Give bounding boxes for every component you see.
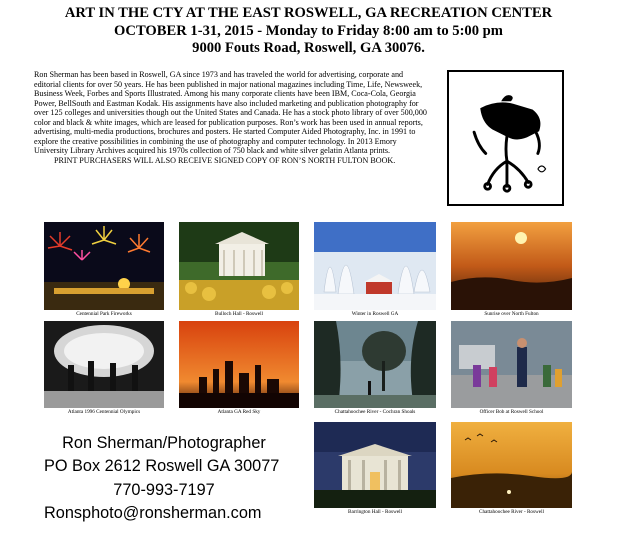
- contact-phone: 770-993-7197: [113, 480, 215, 499]
- caption-sunrise-north-fulton: Sunrise over North Fulton: [484, 311, 539, 317]
- event-header: [0, 5, 617, 58]
- photo-chattahoochee-roswell: [451, 422, 572, 508]
- camera-logo-icon: [449, 72, 562, 204]
- caption-officer-bob: Officer Bob at Roswell School: [479, 409, 544, 415]
- caption-atlanta-red-sky: Atlanta GA Red Sky: [217, 409, 261, 415]
- photo-sunrise-north-fulton: [451, 222, 572, 310]
- caption-centennial-park-fireworks: Centennial Park Fireworks: [76, 311, 132, 317]
- event-dates: OCTOBER 1-31, 2015 - Monday to Friday 8:00 am to 5:00 pm: [114, 22, 503, 39]
- print-purchase-note: PRINT PURCHASERS WILL ALSO RECEIVE SIGNED COPY OF RON’S NORTH FULTON BOOK.: [54, 155, 396, 165]
- caption-bulloch-hall: Bulloch Hall - Roswell: [215, 311, 263, 317]
- contact-name: Ron Sherman/Photographer: [62, 434, 266, 452]
- event-title: ART IN THE CTY AT THE EAST ROSWELL, GA RECREATION CENTER: [64, 5, 553, 21]
- contact-info: [44, 432, 284, 526]
- caption-barrington-hall: Barrington Hall - Roswell: [347, 509, 403, 515]
- photo-winter-roswell: [314, 222, 436, 310]
- photo-bulloch-hall: [179, 222, 299, 310]
- photo-officer-bob: [451, 321, 572, 408]
- photo-centennial-olympics: [44, 321, 164, 408]
- photographer-logo: [447, 70, 564, 206]
- caption-centennial-olympics: Atlanta 1996 Centennial Olympics: [67, 409, 141, 415]
- caption-winter-roswell: Winter in Roswell GA: [351, 311, 399, 317]
- photographer-bio: [34, 70, 432, 165]
- photo-centennial-park-fireworks: [44, 222, 164, 310]
- photo-barrington-hall: [314, 422, 436, 508]
- photo-atlanta-red-sky: [179, 321, 299, 408]
- caption-cochran-shoals: Chattahoochee River - Cochran Shoals: [334, 409, 416, 415]
- contact-email: Ronsphoto@ronsherman.com: [44, 504, 262, 523]
- photo-cochran-shoals: [314, 321, 436, 408]
- caption-chattahoochee-roswell: Chattahoochee River - Roswell: [479, 509, 544, 515]
- event-address: 9000 Fouts Road, Roswell, GA 30076.: [192, 40, 425, 56]
- contact-address: PO Box 2612 Roswell GA 30077: [44, 457, 280, 476]
- bio-text: Ron Sherman has been based in Roswell, GA since 1973 and has traveled the world for advertising, corporate and editorial clients for over 50 years. He has been published in major national magazines including Time, Life, Newsweek, Business Week, Forbes and Sports Illustrated. Among his many corporate clients have been IBM, Coca-Cola, Georgia Power, BellSouth and Eastman Kodak. His assignments have also included marketing and publication photography for over 125 colleges and universities though out the United States and Canada. He has a stock photo library of over 500,000 color and black & white images, which are leased for publication purposes. Ron’s work has been used in annual reports, advertising, multi-media productions, brochures and posters. He started Computer Aided Photography, Inc. in 1991 to explore the creative possibilities in combining the use of photography and computer technology. In 2013 Emory University Library Archives acquired his 1970s collection of 750 black and white silver gelatin Atlanta prints.: [34, 70, 427, 156]
